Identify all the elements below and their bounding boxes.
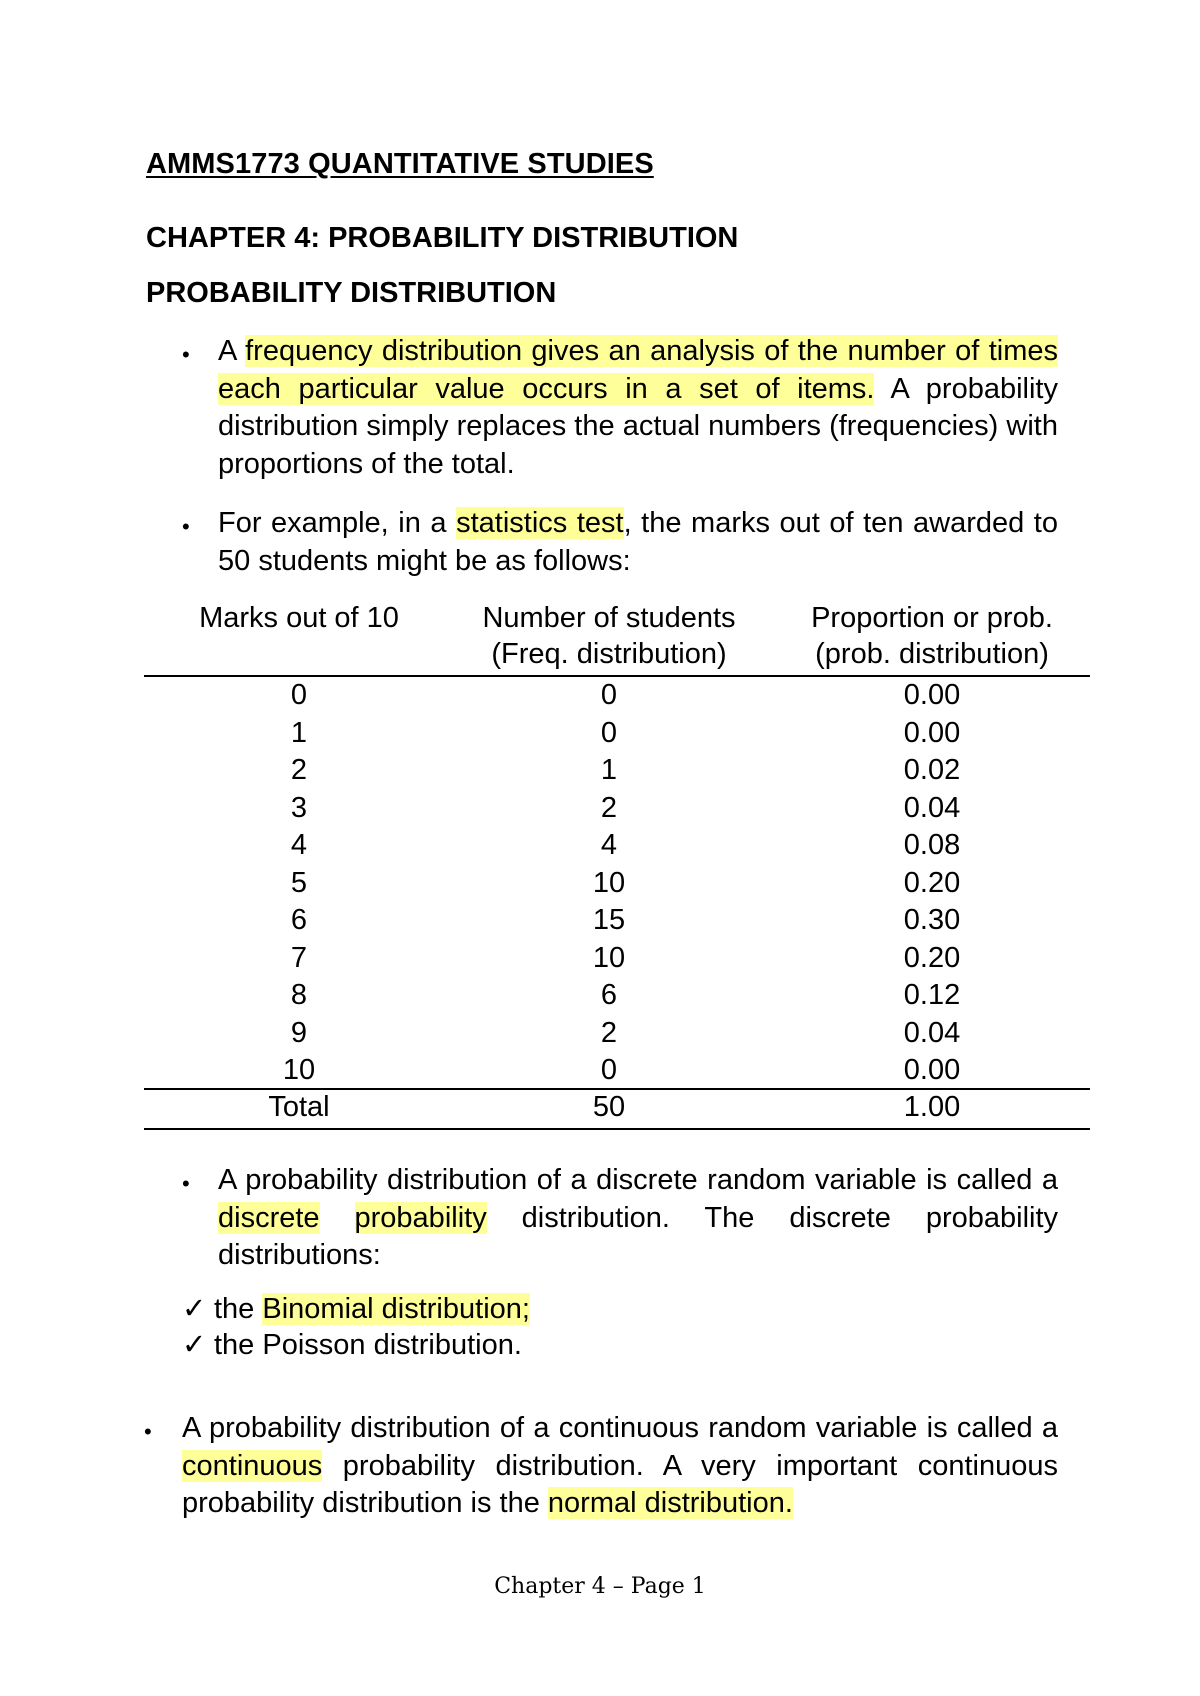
table-cell: 0.20 [903, 866, 961, 899]
table-total-row [144, 1089, 1090, 1126]
table-cell: 2 [290, 754, 308, 786]
header-line: Proportion or prob. [811, 602, 1053, 634]
text: , the marks out of ten awarded to 50 students might be as follows: [218, 507, 1058, 577]
checklist-item-binomial [182, 1291, 530, 1329]
table-cell: 0 [600, 679, 618, 711]
text: A probability distribution of a continuous random variable is called a [182, 1412, 1058, 1444]
highlighted-text: probability [354, 1201, 487, 1234]
highlighted-text: discrete [218, 1201, 320, 1234]
highlighted-text: statistics test [456, 507, 624, 539]
table-cell: 0.20 [903, 941, 961, 974]
checklist-item-poisson [182, 1327, 522, 1365]
table-cell: 2 [600, 791, 618, 824]
header-proportion [774, 600, 1090, 672]
text: probability distribution. A very important continuous probability distribution is the [182, 1449, 1058, 1519]
table-cell: 7 [290, 941, 308, 974]
highlighted-text: normal distribution. [547, 1487, 793, 1519]
table-cell: 0.00 [903, 716, 961, 749]
bullet-icon: • [182, 342, 190, 367]
table-row [144, 977, 1090, 1014]
text: For example, in a [218, 507, 457, 539]
table-row [144, 752, 1090, 789]
text: the [214, 1293, 263, 1325]
highlighted-text: frequency distribution gives an analysis of the number of times each particular value occurs in a set of items. [218, 335, 1058, 405]
bullet-icon: • [182, 514, 190, 539]
table-header [144, 600, 1090, 672]
bullet-icon: • [182, 1171, 190, 1196]
table-cell: 6 [290, 904, 308, 936]
table-cell: 1 [290, 716, 308, 749]
bullet-icon: • [144, 1419, 152, 1444]
page-footer: Chapter 4 – Page 1 [494, 1574, 706, 1599]
table-cell: 0.04 [903, 1016, 961, 1049]
table-cell: 0.12 [903, 979, 961, 1011]
chapter-title: CHAPTER 4: PROBABILITY DISTRIBUTION [146, 222, 739, 254]
table-cell: 10 [592, 941, 626, 974]
checkmark-icon: ✓ [182, 1329, 207, 1361]
table-cell: 6 [600, 979, 618, 1011]
total-students: 50 [592, 1091, 626, 1123]
table-cell: 0 [600, 716, 618, 749]
table-cell: 1 [600, 754, 618, 786]
checkmark-icon: ✓ [182, 1293, 207, 1325]
table-cell: 4 [600, 829, 618, 861]
paragraph-discrete [218, 1162, 1058, 1275]
table-row [144, 902, 1090, 939]
header-line: (Freq. distribution) [491, 638, 727, 670]
header-line: (prob. distribution) [815, 638, 1049, 670]
header-students [454, 600, 764, 672]
table-cell: 10 [592, 866, 626, 899]
paragraph-frequency-distribution [218, 333, 1058, 483]
table-row [144, 790, 1090, 827]
table-bottom-rule [144, 1128, 1090, 1130]
table-row [144, 865, 1090, 902]
text: distribution. The discrete probability distributions: [218, 1201, 1059, 1271]
paragraph-continuous [182, 1410, 1058, 1523]
course-title: AMMS1773 QUANTITATIVE STUDIES [146, 148, 654, 180]
text [320, 1202, 355, 1234]
table-cell: 0.02 [903, 754, 961, 786]
total-proportion: 1.00 [903, 1091, 961, 1123]
highlighted-text: Binomial distribution; [262, 1293, 530, 1325]
text: A probability distribution simply replaces the actual numbers (frequencies) with proportions of the total. [218, 372, 1058, 480]
table-cell: 10 [282, 1054, 316, 1086]
table-cell: 5 [290, 866, 308, 899]
header-line: Marks out of 10 [199, 602, 399, 634]
table-cell: 3 [290, 791, 308, 824]
header-line: Number of students [482, 602, 736, 634]
table-row [144, 940, 1090, 977]
text: A [218, 335, 246, 367]
highlighted-text: continuous [182, 1449, 323, 1482]
table-row [144, 1052, 1090, 1089]
text: the Poisson distribution. [214, 1329, 522, 1361]
table-row [144, 715, 1090, 752]
table-cell: 0 [600, 1054, 618, 1086]
table-cell: 0.04 [903, 791, 961, 824]
table-row [144, 1015, 1090, 1052]
table-cell: 0.00 [903, 679, 961, 711]
text: A probability distribution of a discrete random variable is called a [218, 1164, 1058, 1196]
table-cell: 2 [600, 1016, 618, 1049]
total-label: Total [268, 1091, 330, 1123]
table-cell: 4 [290, 829, 308, 861]
section-title: PROBABILITY DISTRIBUTION [146, 277, 557, 309]
header-marks [144, 600, 454, 636]
table-cell: 0.08 [903, 829, 961, 861]
table-cell: 0.30 [903, 904, 961, 936]
table-cell: 8 [290, 979, 308, 1011]
table-cell: 15 [592, 904, 626, 936]
table-cell: 9 [290, 1016, 308, 1049]
table-cell: 0.00 [903, 1054, 961, 1086]
table-cell: 0 [290, 679, 308, 711]
table-row [144, 677, 1090, 714]
paragraph-example [218, 505, 1058, 580]
table-row [144, 827, 1090, 864]
